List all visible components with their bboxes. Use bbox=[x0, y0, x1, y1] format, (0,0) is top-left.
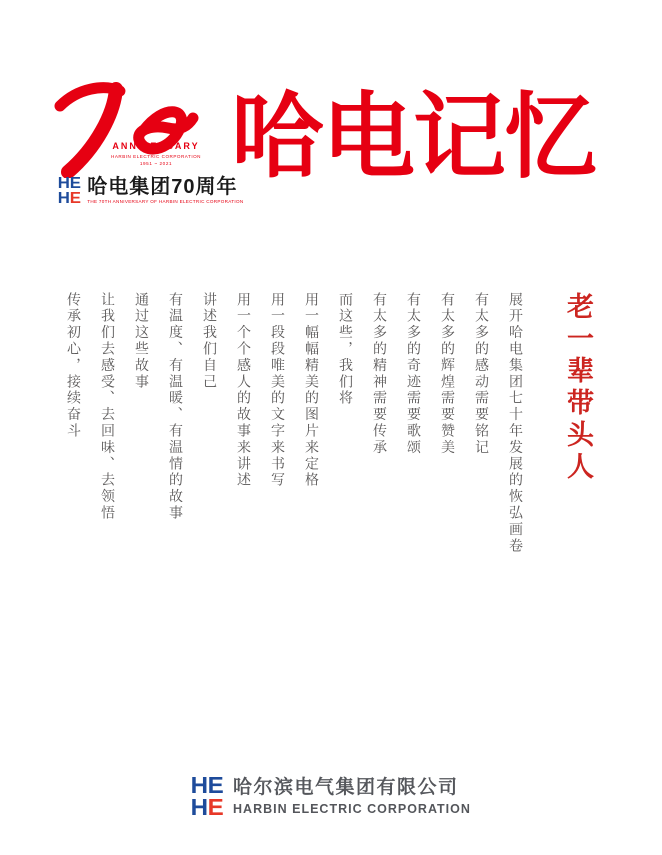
verse-block bbox=[47, 292, 598, 622]
verse-column: 用一个个感人的故事来讲述 bbox=[236, 292, 252, 489]
logo-letter: E bbox=[69, 190, 81, 207]
verse-column: 有太多的奇迹需要歌颂 bbox=[406, 292, 422, 456]
anniversary-caption bbox=[96, 141, 216, 166]
verse-column: 展开哈电集团七十年发展的恢弘画卷 bbox=[508, 292, 524, 555]
anniversary-company-line: HARBIN ELECTRIC CORPORATION bbox=[111, 153, 201, 159]
footer-company-cn: 哈尔滨电气集团有限公司 bbox=[233, 777, 459, 798]
logo-letter: H bbox=[57, 190, 70, 207]
verse-column: 有太多的感动需要铭记 bbox=[474, 292, 490, 456]
verse-column: 而这些，我们将 bbox=[338, 292, 354, 407]
verse-column: 用一幅幅精美的图片来定格 bbox=[304, 292, 320, 489]
brand-lockup bbox=[58, 176, 243, 206]
verse-column: 让我们去感受、去回味、去领悟 bbox=[100, 292, 116, 522]
anniversary-years: 1951 ~ 2021 bbox=[139, 160, 173, 166]
brand-lockup-en: THE 70TH ANNIVERSARY OF HARBIN ELECTRIC CORPORATION bbox=[87, 199, 244, 204]
verse-column: 有温度、有温暖、有温情的故事 bbox=[168, 292, 184, 522]
verse-column: 讲述我们自己 bbox=[202, 292, 218, 391]
logo-letter: H bbox=[190, 794, 209, 820]
logo-letter: E bbox=[207, 794, 224, 820]
brand-lockup-cn: 哈电集团70周年 bbox=[87, 176, 238, 198]
verse-column: 有太多的精神需要传承 bbox=[372, 292, 388, 456]
footer-brand bbox=[0, 774, 662, 818]
verse-column: 通过这些故事 bbox=[134, 292, 150, 391]
page-title: 哈电记忆 bbox=[231, 85, 595, 189]
verse-column: 用一段段唯美的文字来书写 bbox=[270, 292, 286, 489]
verse-column: 有太多的辉煌需要赞美 bbox=[440, 292, 456, 456]
logo-letter: E bbox=[69, 175, 81, 192]
harbin-electric-logo-icon bbox=[191, 774, 223, 818]
logo-letter: H bbox=[190, 772, 209, 798]
logo-letter: H bbox=[57, 175, 70, 192]
harbin-electric-logo-icon bbox=[58, 176, 80, 206]
section-title-vertical: 老一辈带头人 bbox=[563, 292, 593, 484]
anniversary-word: ANNIVERSARY bbox=[112, 141, 200, 151]
verse-column: 传承初心，接续奋斗 bbox=[66, 292, 82, 440]
logo-letter: E bbox=[207, 772, 224, 798]
footer-company-en: HARBIN ELECTRIC CORPORATION bbox=[233, 802, 471, 816]
